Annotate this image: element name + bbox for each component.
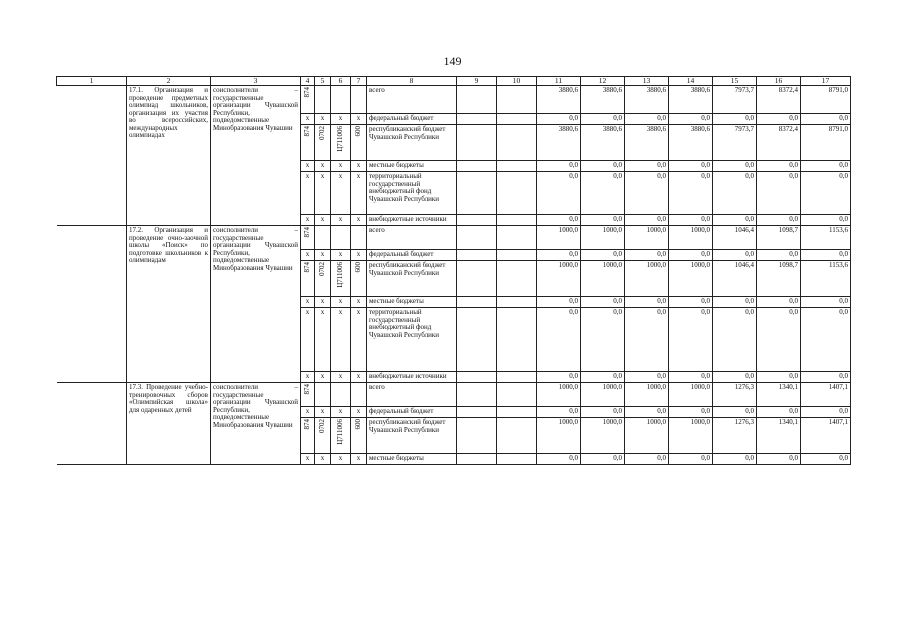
empty-cell xyxy=(457,125,497,161)
code-cell: x xyxy=(301,215,315,226)
amount-cell: 3880,6 xyxy=(625,86,669,114)
amount-cell: 0,0 xyxy=(581,407,625,418)
column-number: 6 xyxy=(331,77,351,86)
code-cell: x xyxy=(315,297,331,308)
empty-cell xyxy=(497,372,537,383)
code-cell: x xyxy=(315,454,331,465)
measure-name: 17.2. Организация и проведение очно-заочной школы «Поиск» по подготовке школьников к олимпиадам xyxy=(127,226,211,383)
code-cell: x xyxy=(351,407,367,418)
amount-cell: 0,0 xyxy=(581,297,625,308)
executor-name: соисполнители – государственные организации Чувашской Республики, подведомственные Минобразования Чувашии xyxy=(211,383,301,465)
amount-cell: 0,0 xyxy=(713,407,757,418)
empty-cell xyxy=(497,86,537,114)
code-cell: x xyxy=(301,297,315,308)
amount-cell: 3880,6 xyxy=(669,86,713,114)
empty-cell xyxy=(497,383,537,407)
amount-cell: 0,0 xyxy=(801,114,851,125)
amount-cell: 1046,4 xyxy=(713,226,757,250)
amount-cell: 1000,0 xyxy=(669,261,713,297)
amount-cell: 0,0 xyxy=(537,407,581,418)
column-number: 7 xyxy=(351,77,367,86)
table-row xyxy=(57,226,851,250)
column-number: 3 xyxy=(211,77,301,86)
column-number: 13 xyxy=(625,77,669,86)
amount-cell: 1000,0 xyxy=(669,418,713,454)
code-cell xyxy=(315,261,331,297)
empty-cell xyxy=(497,161,537,172)
amount-cell: 1000,0 xyxy=(625,418,669,454)
code-cell: x xyxy=(351,161,367,172)
amount-cell: 3880,6 xyxy=(625,125,669,161)
empty-cell xyxy=(457,418,497,454)
code-cell xyxy=(331,418,351,454)
amount-cell: 0,0 xyxy=(801,454,851,465)
amount-cell: 0,0 xyxy=(713,297,757,308)
amount-cell: 0,0 xyxy=(581,250,625,261)
code-value: 874 xyxy=(302,419,311,430)
amount-cell: 0,0 xyxy=(625,454,669,465)
amount-cell: 0,0 xyxy=(801,215,851,226)
amount-cell: 3880,6 xyxy=(537,86,581,114)
empty-cell xyxy=(457,297,497,308)
funding-source: федеральный бюджет xyxy=(367,250,457,261)
amount-cell: 1000,0 xyxy=(581,383,625,407)
empty-cell xyxy=(457,250,497,261)
amount-cell: 1153,6 xyxy=(801,261,851,297)
funding-source: республиканский бюджет Чувашской Республики xyxy=(367,418,457,454)
funding-source: всего xyxy=(367,226,457,250)
code-cell: x xyxy=(331,172,351,215)
column-number: 14 xyxy=(669,77,713,86)
amount-cell: 0,0 xyxy=(537,372,581,383)
amount-cell: 0,0 xyxy=(757,297,801,308)
empty-cell xyxy=(497,226,537,250)
code-cell xyxy=(315,418,331,454)
amount-cell: 0,0 xyxy=(713,454,757,465)
empty-cell xyxy=(457,114,497,125)
amount-cell: 0,0 xyxy=(669,215,713,226)
amount-cell: 1407,1 xyxy=(801,418,851,454)
amount-cell: 0,0 xyxy=(757,372,801,383)
amount-cell: 3880,6 xyxy=(669,125,713,161)
code-cell: x xyxy=(351,454,367,465)
amount-cell: 0,0 xyxy=(757,454,801,465)
amount-cell: 0,0 xyxy=(669,114,713,125)
budget-table xyxy=(56,76,851,465)
empty-cell xyxy=(497,172,537,215)
amount-cell: 0,0 xyxy=(713,308,757,372)
code-cell xyxy=(351,383,367,407)
column-number: 16 xyxy=(757,77,801,86)
empty-cell xyxy=(497,215,537,226)
amount-cell: 1000,0 xyxy=(581,261,625,297)
code-value: Ц711006 xyxy=(335,126,344,152)
code-cell: x xyxy=(315,250,331,261)
funding-source: всего xyxy=(367,383,457,407)
amount-cell: 0,0 xyxy=(581,308,625,372)
code-value: 874 xyxy=(302,262,311,273)
amount-cell: 1340,1 xyxy=(757,418,801,454)
code-cell: x xyxy=(351,297,367,308)
amount-cell: 0,0 xyxy=(537,250,581,261)
code-cell: x xyxy=(331,161,351,172)
amount-cell: 1407,1 xyxy=(801,383,851,407)
amount-cell: 1000,0 xyxy=(625,383,669,407)
amount-cell: 0,0 xyxy=(757,308,801,372)
code-value: Ц711006 xyxy=(335,419,344,445)
amount-cell: 0,0 xyxy=(537,161,581,172)
empty-cell xyxy=(457,261,497,297)
code-cell xyxy=(301,86,315,114)
code-cell: x xyxy=(315,161,331,172)
code-cell xyxy=(331,261,351,297)
code-cell: x xyxy=(331,215,351,226)
column-number: 2 xyxy=(127,77,211,86)
code-cell: x xyxy=(315,407,331,418)
code-cell: x xyxy=(315,215,331,226)
code-cell xyxy=(301,125,315,161)
amount-cell: 8791,0 xyxy=(801,86,851,114)
code-cell: x xyxy=(301,250,315,261)
amount-cell: 0,0 xyxy=(537,215,581,226)
code-cell: x xyxy=(301,407,315,418)
amount-cell: 0,0 xyxy=(669,161,713,172)
amount-cell: 0,0 xyxy=(801,161,851,172)
amount-cell: 1000,0 xyxy=(625,226,669,250)
amount-cell: 0,0 xyxy=(581,372,625,383)
amount-cell: 0,0 xyxy=(757,407,801,418)
amount-cell: 0,0 xyxy=(581,161,625,172)
amount-cell: 1000,0 xyxy=(669,226,713,250)
amount-cell: 0,0 xyxy=(801,372,851,383)
code-cell xyxy=(301,383,315,407)
funding-source: территориальный государственный внебюджетный фонд Чувашской Республики xyxy=(367,172,457,215)
funding-source: местные бюджеты xyxy=(367,454,457,465)
code-cell: x xyxy=(331,454,351,465)
amount-cell: 0,0 xyxy=(581,215,625,226)
amount-cell: 0,0 xyxy=(625,215,669,226)
code-cell xyxy=(331,86,351,114)
amount-cell: 0,0 xyxy=(801,297,851,308)
code-cell: x xyxy=(351,250,367,261)
code-cell xyxy=(331,226,351,250)
page-number: 149 xyxy=(443,54,462,68)
column-number: 10 xyxy=(497,77,537,86)
code-cell: x xyxy=(315,372,331,383)
code-cell: x xyxy=(301,161,315,172)
amount-cell: 0,0 xyxy=(537,114,581,125)
amount-cell: 0,0 xyxy=(625,161,669,172)
code-cell: x xyxy=(301,114,315,125)
column-number: 4 xyxy=(301,77,315,86)
amount-cell: 1098,7 xyxy=(757,261,801,297)
amount-cell: 1000,0 xyxy=(537,418,581,454)
amount-cell: 0,0 xyxy=(713,161,757,172)
code-cell: x xyxy=(331,372,351,383)
code-cell: x xyxy=(331,297,351,308)
code-cell: x xyxy=(351,215,367,226)
code-cell: x xyxy=(301,308,315,372)
amount-cell: 3880,6 xyxy=(581,125,625,161)
code-value: 874 xyxy=(302,227,311,238)
code-value: 874 xyxy=(302,87,311,98)
empty-cell xyxy=(497,454,537,465)
amount-cell: 1046,4 xyxy=(713,261,757,297)
empty-cell xyxy=(457,86,497,114)
amount-cell: 0,0 xyxy=(625,250,669,261)
amount-cell: 1000,0 xyxy=(537,261,581,297)
code-cell xyxy=(301,418,315,454)
code-cell: x xyxy=(331,308,351,372)
code-cell: x xyxy=(351,114,367,125)
empty-cell xyxy=(497,308,537,372)
funding-source: федеральный бюджет xyxy=(367,407,457,418)
empty-cell xyxy=(457,161,497,172)
code-cell xyxy=(315,226,331,250)
code-value: 600 xyxy=(353,262,362,273)
code-value: Ц711006 xyxy=(335,262,344,288)
code-cell: x xyxy=(351,372,367,383)
funding-source: федеральный бюджет xyxy=(367,114,457,125)
amount-cell: 1276,3 xyxy=(713,383,757,407)
code-cell: x xyxy=(351,172,367,215)
empty-cell xyxy=(497,114,537,125)
funding-source: территориальный государственный внебюджетный фонд Чувашской Республики xyxy=(367,308,457,372)
amount-cell: 3880,6 xyxy=(537,125,581,161)
empty-cell xyxy=(497,297,537,308)
empty-cell xyxy=(457,383,497,407)
empty-cell xyxy=(457,215,497,226)
amount-cell: 0,0 xyxy=(757,250,801,261)
code-value: 0702 xyxy=(317,419,326,433)
amount-cell: 0,0 xyxy=(625,297,669,308)
amount-cell: 0,0 xyxy=(625,308,669,372)
code-cell: x xyxy=(331,407,351,418)
amount-cell: 0,0 xyxy=(669,172,713,215)
code-cell: x xyxy=(301,372,315,383)
amount-cell: 1000,0 xyxy=(581,226,625,250)
code-value: 874 xyxy=(302,384,311,395)
amount-cell: 1153,6 xyxy=(801,226,851,250)
code-cell xyxy=(315,86,331,114)
amount-cell: 0,0 xyxy=(581,454,625,465)
funding-source: местные бюджеты xyxy=(367,297,457,308)
empty-cell xyxy=(457,226,497,250)
code-cell: x xyxy=(315,114,331,125)
amount-cell: 0,0 xyxy=(625,407,669,418)
column-number: 1 xyxy=(57,77,127,86)
amount-cell: 0,0 xyxy=(801,308,851,372)
code-value: 600 xyxy=(353,126,362,137)
amount-cell: 0,0 xyxy=(669,297,713,308)
amount-cell: 1000,0 xyxy=(537,383,581,407)
amount-cell: 1000,0 xyxy=(625,261,669,297)
code-value: 0702 xyxy=(317,126,326,140)
code-cell xyxy=(351,125,367,161)
funding-source: внебюджетные источники xyxy=(367,215,457,226)
empty-cell xyxy=(457,372,497,383)
amount-cell: 8372,4 xyxy=(757,86,801,114)
amount-cell: 0,0 xyxy=(669,454,713,465)
amount-cell: 0,0 xyxy=(757,215,801,226)
amount-cell: 8791,0 xyxy=(801,125,851,161)
column-number: 5 xyxy=(315,77,331,86)
amount-cell: 0,0 xyxy=(625,172,669,215)
empty-cell xyxy=(57,383,127,465)
code-cell: x xyxy=(331,250,351,261)
funding-source: всего xyxy=(367,86,457,114)
amount-cell: 0,0 xyxy=(801,172,851,215)
amount-cell: 1340,1 xyxy=(757,383,801,407)
funding-source: внебюджетные источники xyxy=(367,372,457,383)
column-number: 9 xyxy=(457,77,497,86)
code-cell: x xyxy=(315,172,331,215)
amount-cell: 7973,7 xyxy=(713,86,757,114)
amount-cell: 0,0 xyxy=(713,250,757,261)
code-cell xyxy=(331,125,351,161)
measure-name: 17.3. Проведение учебно-тренировочных сборов «Олимпийская школа» для одаренных детей xyxy=(127,383,211,465)
column-number: 17 xyxy=(801,77,851,86)
column-number: 15 xyxy=(713,77,757,86)
amount-cell: 0,0 xyxy=(669,250,713,261)
empty-cell xyxy=(457,454,497,465)
table-row xyxy=(57,383,851,407)
amount-cell: 0,0 xyxy=(757,172,801,215)
code-cell xyxy=(351,226,367,250)
empty-cell xyxy=(457,308,497,372)
column-number: 11 xyxy=(537,77,581,86)
funding-source: местные бюджеты xyxy=(367,161,457,172)
funding-source: республиканский бюджет Чувашской Республики xyxy=(367,261,457,297)
table-row xyxy=(57,86,851,114)
amount-cell: 1000,0 xyxy=(669,383,713,407)
code-cell xyxy=(315,383,331,407)
code-cell: x xyxy=(301,172,315,215)
amount-cell: 1276,3 xyxy=(713,418,757,454)
amount-cell: 0,0 xyxy=(537,297,581,308)
amount-cell: 0,0 xyxy=(581,172,625,215)
amount-cell: 8372,4 xyxy=(757,125,801,161)
amount-cell: 0,0 xyxy=(713,372,757,383)
amount-cell: 1098,7 xyxy=(757,226,801,250)
amount-cell: 0,0 xyxy=(669,308,713,372)
amount-cell: 7973,7 xyxy=(713,125,757,161)
code-value: 0702 xyxy=(317,262,326,276)
executor-name: соисполнители – государственные организации Чувашской Республики, подведомственные Минобразования Чувашии xyxy=(211,226,301,383)
code-cell: x xyxy=(351,308,367,372)
empty-cell xyxy=(497,261,537,297)
code-cell xyxy=(331,383,351,407)
empty-cell xyxy=(497,418,537,454)
code-cell xyxy=(351,261,367,297)
amount-cell: 1000,0 xyxy=(537,226,581,250)
amount-cell: 0,0 xyxy=(713,114,757,125)
amount-cell: 0,0 xyxy=(537,308,581,372)
amount-cell: 0,0 xyxy=(757,161,801,172)
empty-cell xyxy=(497,250,537,261)
code-cell xyxy=(301,261,315,297)
funding-source: республиканский бюджет Чувашской Республики xyxy=(367,125,457,161)
amount-cell: 1000,0 xyxy=(581,418,625,454)
amount-cell: 0,0 xyxy=(625,114,669,125)
column-number-row xyxy=(57,77,851,86)
amount-cell: 0,0 xyxy=(581,114,625,125)
amount-cell: 0,0 xyxy=(625,372,669,383)
empty-cell xyxy=(457,172,497,215)
amount-cell: 0,0 xyxy=(669,372,713,383)
code-value: 874 xyxy=(302,126,311,137)
empty-cell xyxy=(497,407,537,418)
code-cell: x xyxy=(315,308,331,372)
amount-cell: 0,0 xyxy=(669,407,713,418)
empty-cell xyxy=(57,226,127,383)
amount-cell: 0,0 xyxy=(713,215,757,226)
code-cell xyxy=(315,125,331,161)
amount-cell: 0,0 xyxy=(713,172,757,215)
executor-name: соисполнители – государственные организации Чувашской Республики, подведомственные Минобразования Чувашии xyxy=(211,86,301,226)
amount-cell: 0,0 xyxy=(537,454,581,465)
code-value: 600 xyxy=(353,419,362,430)
column-number: 8 xyxy=(367,77,457,86)
code-cell xyxy=(351,86,367,114)
amount-cell: 0,0 xyxy=(537,172,581,215)
code-cell: x xyxy=(331,114,351,125)
code-cell: x xyxy=(301,454,315,465)
measure-name: 17.1. Организация и проведение предметных олимпиад школьников, организация их участия во всероссийских, международных олимпиадах xyxy=(127,86,211,226)
code-cell xyxy=(351,418,367,454)
code-cell xyxy=(301,226,315,250)
amount-cell: 0,0 xyxy=(757,114,801,125)
amount-cell: 3880,6 xyxy=(581,86,625,114)
empty-cell xyxy=(457,407,497,418)
amount-cell: 0,0 xyxy=(801,407,851,418)
empty-cell xyxy=(57,86,127,226)
column-number: 12 xyxy=(581,77,625,86)
amount-cell: 0,0 xyxy=(801,250,851,261)
empty-cell xyxy=(497,125,537,161)
